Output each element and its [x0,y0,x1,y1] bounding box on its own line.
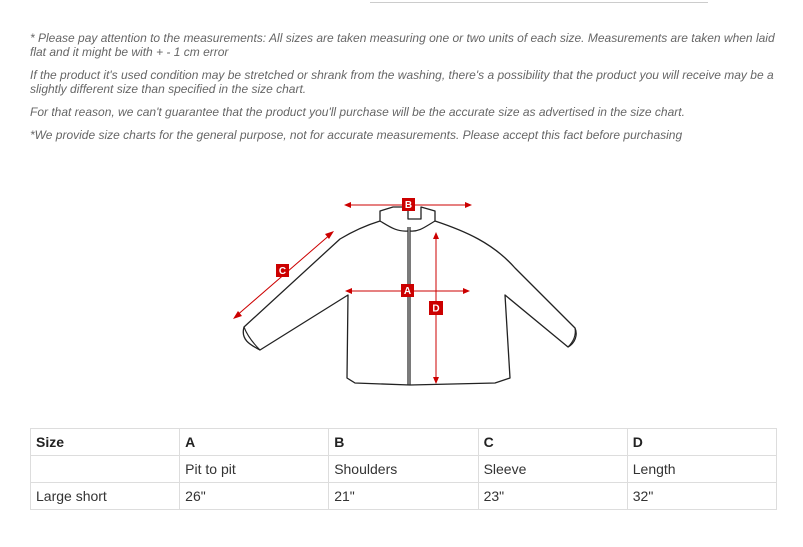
measure-d-label: D [432,303,440,315]
note-general-purpose: *We provide size charts for the general purpose, not for accurate measurements. Please accept this fact before purchasing [30,128,683,142]
measure-b-label: B [404,200,413,211]
size-chart-table [30,428,777,510]
table-header-row [31,429,777,456]
measure-d-arrow-top [433,232,439,239]
table-cell: Shoulders [329,456,478,483]
note-measurement: * Please pay attention to the measurements: All sizes are taken measuring one or two units of each size. Measurements are taken when laid flat and it might be with + - 1 cm error [30,31,775,59]
measure-b-arrow-right [465,202,472,208]
table-cell: 26" [180,483,329,510]
jacket-left-cuff [244,327,260,350]
table-cell [31,456,180,483]
measure-a-arrow-right [463,288,470,294]
table-cell: Sleeve [478,456,627,483]
table-cell: 21" [329,483,478,510]
header-a: A [180,429,329,456]
measure-a-arrow-left [345,288,352,294]
measure-d-arrow-bottom [433,377,439,384]
measurement-notes [30,31,780,151]
header-size: Size [31,429,180,456]
header-d: D [627,429,776,456]
table-cell: Large short [31,483,180,510]
jacket-measurement-diagram [225,193,585,393]
table-cell: Pit to pit [180,456,329,483]
note-accuracy: For that reason, we can't guarantee that the product you'll purchase will be the accurate size as advertised in the size chart. [30,105,685,119]
table-row [31,483,777,510]
measure-c-label: C [278,266,287,277]
top-divider [370,2,708,3]
measure-b-arrow-left [344,202,351,208]
measure-a-label: A [403,286,412,297]
jacket-illustration [225,193,585,393]
table-cell: 32" [627,483,776,510]
header-b: B [329,429,478,456]
header-c: C [478,429,627,456]
table-row [31,456,777,483]
note-used-condition: If the product it's used condition may be stretched or shrank from the washing, there's a possibility that the product you will receive may be a slightly different size than specified in the size chart. [30,68,774,96]
table-cell: Length [627,456,776,483]
table-cell: 23" [478,483,627,510]
